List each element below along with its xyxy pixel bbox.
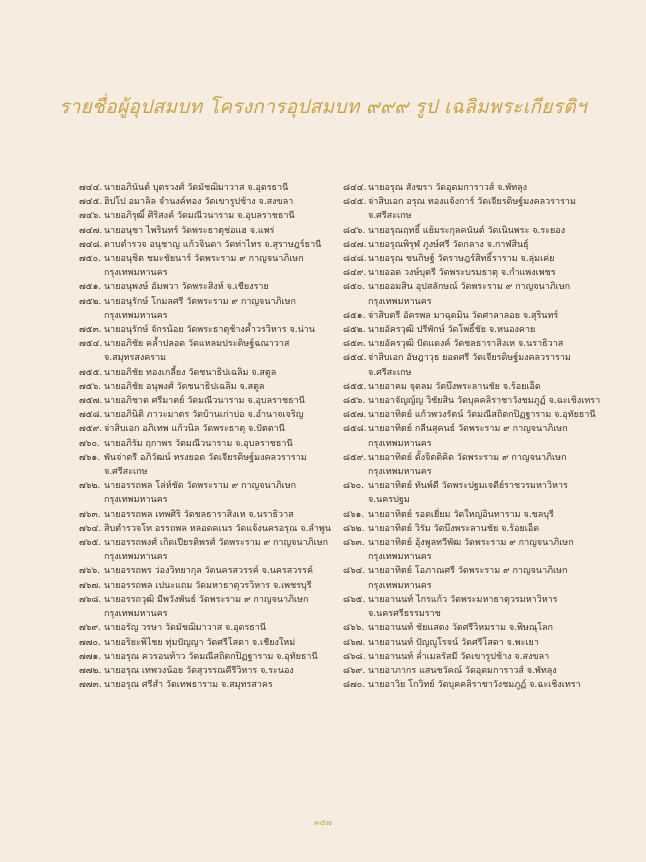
- entry-text: ดาบตำรวจ อนุชาญ แก้วจินดา วัดท่าไทร จ.สุราษฎร์ธานี: [104, 239, 322, 250]
- entry-number: ๘๖๕.: [343, 594, 366, 605]
- entry-text: นายอภิชัย อนุพงศ์ วัดชนาธิปเฉลิม จ.สตูล: [104, 381, 265, 392]
- list-item: [79, 224, 341, 238]
- list-item: [343, 678, 605, 692]
- entry-number: ๗๕๕.: [79, 367, 103, 378]
- entry-text: นายอนุชา ไพรินทร์ วัดพระธาตุช่อแฮ จ.แพร่: [104, 225, 275, 236]
- entry-text: พันจ่าตรี อภิวัฒน์ ทรงยอด วัดเจียรดิษฐ์มงคลวราราม จ.ศรีสะเกษ: [104, 452, 307, 478]
- entry-text: นายอรุณ สังฆรา วัดอุดมการาวส์ จ.พัทลุง: [368, 183, 528, 193]
- entry-text: นายอรรถพงศ์ เกิดเปียรติพรศ์ วัดพระราม ๙ กาญจนาภิเษก กรุงเทพมหานคร: [104, 538, 329, 563]
- entry-number: ๗๔๖.: [79, 211, 102, 222]
- entry-number: ๗๖๘.: [79, 594, 102, 605]
- entry-number: ๘๕๐.: [343, 282, 366, 293]
- entry-number: ๗๕๒.: [79, 296, 102, 307]
- list-item: [343, 479, 605, 507]
- entry-number: ๘๖๓.: [343, 538, 365, 549]
- list-item: [343, 181, 605, 195]
- left-column: [79, 181, 341, 692]
- entry-text: นายอาทิตย์ โอภาณศรี วัดพระราม ๙ กาญจนาภิเษก กรุงเทพมหานคร: [368, 566, 568, 591]
- entry-number: ๘๔๕.: [343, 197, 367, 208]
- entry-text: นายอัครวุฒิ ปรีพักษ์ วัดโพธิ์ชัย จ.หนองคาย: [368, 325, 536, 336]
- entry-text: จ่าสิบเอก อภิเทพ แก้วนิล วัดพระธาตุ จ.ปัตตานี: [104, 424, 285, 435]
- list-item: [79, 479, 341, 507]
- entry-text: นายอัครวุฒิ ปัดแดงค์ วัดชลธาราสิงเห จ.นราธิวาส: [368, 339, 564, 350]
- list-item: [343, 522, 605, 536]
- entry-number: ๗๗๒.: [79, 665, 102, 676]
- entry-text: นายออด วงษ์บุตรี วัดพระบรมธาตุ จ.กำแพงเพชร: [368, 268, 556, 279]
- entry-text: นายอาภากร แสนชวัคณ์ วัดอุดมการาวส์ จ.พัทลุง: [368, 665, 557, 676]
- entry-text: นายอรรถพล เปนะแถม วัดมหาธาตุวรวิหาร จ.เพชรบุรี: [104, 580, 312, 591]
- entry-number: ๗๕๓.: [79, 325, 102, 336]
- list-item: [343, 564, 605, 592]
- entry-number: ๗๕๗.: [79, 396, 103, 407]
- entry-number: ๘๖๖.: [343, 623, 365, 634]
- entry-text: นายอาทิตย์ ดั้งจิตติคิด วัดพระราม ๙ กาญจนาภิเษก กรุงเทพมหานคร: [368, 452, 567, 478]
- entry-number: ๗๗๐.: [79, 637, 101, 648]
- entry-text: นายอริยะพิไชย ทุ่มปัญญา วัดศรีโสดา จ.เชียงใหม่: [104, 637, 296, 648]
- list-item: [79, 323, 341, 337]
- list-item: [79, 394, 341, 408]
- entry-text: นายอรรถพร ว่องวิทยากุล วัดนครสวรรค์ จ.นครสวรรค์: [104, 566, 313, 577]
- list-item: [343, 451, 605, 479]
- entry-number: ๗๗๑.: [79, 651, 102, 662]
- entry-number: ๗๖๐.: [79, 438, 100, 449]
- entry-number: ๗๕๔.: [79, 339, 103, 350]
- list-item: [79, 195, 341, 209]
- entry-number: ๘๕๘.: [343, 424, 367, 435]
- list-item: [343, 224, 605, 238]
- entry-text: นายอาทิตย์ วิรัม วัดบึงพระลานชัย จ.ร้อยเอ็ด: [368, 523, 540, 534]
- list-item: [79, 280, 341, 294]
- entry-text: นายอภิชัย คล้ำปลอด วัดแหลมประดิษฐ์ฉณาวาส จ.สมุทรสงคราม: [104, 339, 290, 364]
- entry-text: สิบตำรวจโท อรรถพล หลอดคเนร วัดแจ้งนครอรุณ จ.ลำพูน: [104, 523, 331, 534]
- entry-number: ๗๖๕.: [79, 538, 102, 549]
- entry-text: นายอรัญ วรษา วัดมัชฌิมาวาส จ.อุดรธานี: [104, 623, 266, 634]
- list-item: [79, 181, 341, 195]
- entry-number: ๘๕๑.: [343, 310, 366, 321]
- entry-text: นายอรุณ ควรอนท้าว วัดมณีสถิตกปิฏฐาราม จ.อุทัยธานี: [104, 651, 318, 662]
- list-item: [343, 266, 605, 280]
- entry-text: นายอรรถพล โล่ห์ชัด วัดพระราม ๙ กาญจนาภิเษก กรุงเทพมหานคร: [104, 481, 297, 506]
- entry-number: ๘๕๒.: [343, 325, 366, 336]
- entry-text: นายอภินิติ ภาวะมาตร วัดบ้านเก่าบ่อ จ.อำนาจเจริญ: [104, 410, 304, 421]
- entry-number: ๘๕๓.: [343, 339, 366, 350]
- entry-number: ๘๖๒.: [343, 523, 365, 534]
- entry-number: ๘๔๗.: [343, 239, 367, 250]
- entry-text: นายอาทิตย์ แก้วพวงรัตน์ วัดมณีสถิตกปิฏฐาราม จ.อุทัยธานี: [368, 410, 596, 421]
- list-item: [79, 664, 341, 678]
- entry-text: นายอาจัญญ์ญ วิชัยสิน วัดบุคคลิราชาวังชมภูฏ์ จ.ฉะเชิงเทรา: [368, 396, 601, 407]
- entry-number: ๗๖๖.: [79, 566, 101, 577]
- list-item: [79, 621, 341, 635]
- right-column: [343, 181, 605, 692]
- entry-text: จ่าสิบเอก อรุณ ทองแจ้งการ์ วัดเจียรดิษฐ์มงคลวราราม จ.ศรีสะเกษ: [368, 197, 576, 222]
- entry-number: ๘๖๗.: [343, 637, 366, 648]
- list-item: [343, 280, 605, 308]
- entry-text: นายอภินันต์ บุตรวงศ์ วัดมัชฌิมาวาส จ.อุดรธานี: [104, 183, 289, 193]
- entry-text: นายอนุชิต ชมะชัยนาร์ วัดพระราม ๙ กาญจนาภิเษก กรุงเทพมหานคร: [104, 254, 304, 279]
- list-item: [343, 536, 605, 564]
- entry-number: ๗๖๗.: [79, 580, 102, 591]
- entry-text: นายอรุณ ศรีสำ วัดเทพธาราม จ.สมุทรสาคร: [104, 680, 273, 691]
- list-item: [79, 564, 341, 578]
- entry-number: ๘๕๔.: [343, 353, 367, 364]
- list-item: [79, 522, 341, 536]
- entry-number: ๘๔๖.: [343, 225, 366, 236]
- entry-text: นายอรรถพล เทพศิริ วัดชลธาราสิงเห จ.นราธิวาส: [104, 509, 294, 520]
- list-item: [79, 252, 341, 280]
- entry-number: ๗๕๑.: [79, 282, 102, 293]
- entry-text: นายอาคม จุดลม วัดบึงพระลานชัย จ.ร้อยเอ็ด: [368, 381, 541, 392]
- list-item: [79, 366, 341, 380]
- list-item: [343, 337, 605, 351]
- list-item: [79, 579, 341, 593]
- entry-number: ๗๔๗.: [79, 225, 103, 236]
- entry-text: นายอรุณ เทพวงน้อย วัดสุวรรณคีรีวิหาร จ.ระนอง: [104, 665, 294, 676]
- entry-text: จ่าสิบเอก อัษฎาวุธ ยอดศรี วัดเจียรดิษฐ์มงคลวราราม จ.ศรีสะเกษ: [368, 353, 571, 378]
- entry-text: นายอาทิตย์ รอดเยี่ยม วัดใหญ่อินทาราม จ.ชลบุรี: [368, 509, 554, 520]
- list-item: [343, 422, 605, 450]
- list-item: [79, 422, 341, 436]
- entry-text: นายอานนท์ ไกรแก้ว วัดพระมหาธาตุวรมหาวิหาร จ.นครศรีธรรมราช: [368, 594, 558, 620]
- entry-number: ๗๕๙.: [79, 424, 103, 435]
- list-item: [79, 593, 341, 621]
- list-item: [343, 238, 605, 252]
- entry-number: ๗๖๙.: [79, 623, 101, 634]
- list-item: [79, 238, 341, 252]
- list-item: [343, 252, 605, 266]
- entry-text: นายอภิรัม ฤกาพร วัดมณีวนาราม จ.อุบลราชธานี: [104, 438, 293, 449]
- entry-text: นายอรุณพิรุฬ ภูงษ์ศรี วัดกลาง จ.กาฬสินธุ์: [368, 239, 529, 250]
- entry-text: นายอานนท์ ชัยแสดง วัดศรีวิหมราม จ.พิษณุโลก: [368, 623, 554, 634]
- entry-text: ฮิปโป อมาลิล จำนงค์ทอง วัดเขารูปช้าง จ.สงขลา: [104, 197, 294, 208]
- list-item: [343, 636, 605, 650]
- list-item: [79, 636, 341, 650]
- entry-number: ๗๖๒.: [79, 481, 101, 492]
- entry-text: นายอภิชัย ทองเกลี้ยง วัดชนาธิปเฉลิม จ.สตูล: [104, 367, 277, 378]
- list-item: [343, 309, 605, 323]
- entry-number: ๗๕๖.: [79, 381, 102, 392]
- entry-number: ๘๕๕.: [343, 381, 367, 392]
- list-item: [79, 209, 341, 223]
- entry-text: จ่าสิบตรี อัครพล มาฉุดมิน วัดศาลาลอย จ.สุรินทร์: [368, 310, 559, 321]
- list-item: [79, 295, 341, 323]
- entry-text: นายอนุรักษ์ จักรน้อย วัดพระธาตุช้างค้ำวรวิหาร จ.น่าน: [104, 325, 315, 336]
- entry-number: ๗๔๕.: [79, 197, 103, 208]
- list-item: [343, 508, 605, 522]
- list-item: [343, 408, 605, 422]
- list-item: [79, 536, 341, 564]
- list-item: [343, 664, 605, 678]
- list-item: [343, 323, 605, 337]
- entry-number: ๗๖๑.: [79, 452, 101, 463]
- entry-text: นายอาทิตย์ อุ้งพูลทวีพัฒ วัดพระราม ๙ กาญจนาภิเษก กรุงเทพมหานคร: [368, 538, 574, 563]
- entry-number: ๘๗๐.: [343, 680, 366, 691]
- list-item: [343, 195, 605, 223]
- entry-number: ๘๕๖.: [343, 396, 366, 407]
- entry-text: นายออมสิน อุปสลักษณ์ วัดพระราม ๙ กาญจนาภิเษก กรุงเทพมหานคร: [368, 282, 571, 307]
- entry-number: ๘๔๘.: [343, 254, 367, 265]
- entry-number: ๗๔๔.: [79, 183, 103, 193]
- list-item: [79, 437, 341, 451]
- entry-number: ๘๖๔.: [343, 566, 366, 577]
- list-item: [343, 351, 605, 379]
- entry-text: นายอภิรุฒิ์ ศิริสงค์ วัดมณีวนาราม จ.อุบลราชธานี: [104, 211, 295, 222]
- list-item: [79, 650, 341, 664]
- list-item: [343, 650, 605, 664]
- entry-number: ๘๕๙.: [343, 452, 367, 463]
- list-item: [79, 408, 341, 422]
- entry-text: นายอภิชาต ศรีมาตย์ วัดมณีวนาราม จ.อุบลราชธานี: [104, 396, 305, 407]
- list-item: [343, 593, 605, 621]
- entry-number: ๘๖๐.: [343, 481, 365, 492]
- entry-text: นายอนุพงษ์ อัมพวา วัดพระสิงห์ จ.เชียงราย: [104, 282, 269, 293]
- page-number: ๓๕๗: [314, 818, 332, 827]
- page-title: รายชื่อผู้อุปสมบท โครงการอุปสมบท ๙๙๙ รูป เฉลิมพระเกียรติฯ: [59, 96, 587, 118]
- entry-text: นายอรุณฤทธิ์ แย้มระกุลคนันต์ วัดเนินพระ จ.ระยอง: [368, 225, 566, 236]
- entry-number: ๘๖๑.: [343, 509, 365, 520]
- entry-number: ๗๖๓.: [79, 509, 101, 520]
- entry-text: นายอาทิตย์ ทันพ์ดี วัดพระปฐมเจดีย์ราชวรมหาวิหาร จ.นครปฐม: [368, 481, 568, 506]
- list-item: [79, 508, 341, 522]
- entry-text: นายอาทิตย์ กลีนสุคนธ์ วัดพระราม ๙ กาญจนาภิเษก กรุงเทพมหานคร: [368, 424, 568, 449]
- list-item: [79, 380, 341, 394]
- entry-number: ๗๖๔.: [79, 523, 102, 534]
- entry-number: ๘๕๗.: [343, 410, 367, 421]
- entry-number: ๘๖๙.: [343, 665, 366, 676]
- list-item: [343, 621, 605, 635]
- list-item: [79, 337, 341, 365]
- entry-number: ๘๔๙.: [343, 268, 367, 279]
- list-item: [343, 380, 605, 394]
- entry-number: ๘๖๘.: [343, 651, 366, 662]
- entry-text: นายอนุรักษ์ โกมลศรี วัดพระราม ๙ กาญจนาภิเษก กรุงเทพมหานคร: [104, 296, 296, 321]
- entry-text: นายอานนท์ ล่ำเมลรัสมี วัดเขารูปช้าง จ.สงขลา: [368, 651, 550, 662]
- entry-text: นายอานนท์ ปัญญูโรจน์ วัดศรีโสดา จ.พะเยา: [368, 637, 539, 648]
- entry-text: นายอาวิย โกวิทย์ วัดบุคคลิราชาวังชมภูฏ์ จ.ฉะเชิงเทรา: [368, 680, 581, 691]
- entry-text: นายอรรถวุฒิ มีพวังพันธ์ วัดพระราม ๙ กาญจนาภิเษก กรุงเทพมหานคร: [104, 594, 309, 620]
- entry-number: ๗๕๐.: [79, 254, 101, 265]
- list-item: [79, 451, 341, 479]
- entry-number: ๗๕๘.: [79, 410, 103, 421]
- entry-text: นายอรุณ ชนกิษฐ์ วัดราษฎร์สิทธิ์ราราม จ.ลุ่มเค่ย: [368, 254, 555, 265]
- entry-number: ๗๔๘.: [79, 239, 103, 250]
- entry-number: ๘๔๔.: [343, 183, 367, 193]
- list-item: [79, 678, 341, 692]
- list-item: [343, 394, 605, 408]
- entry-number: ๗๗๓.: [79, 680, 102, 691]
